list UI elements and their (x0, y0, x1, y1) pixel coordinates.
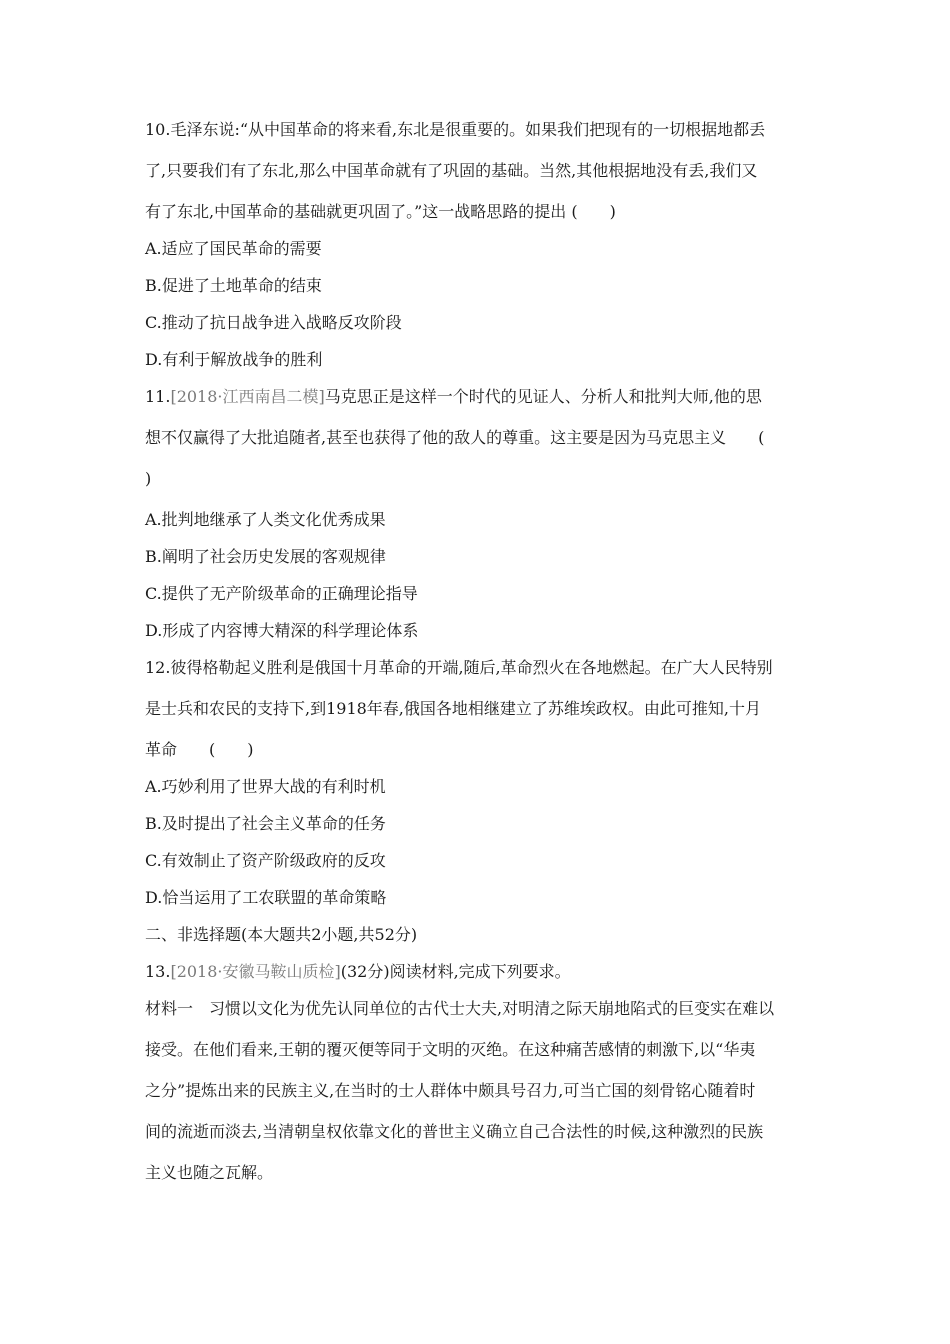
question-10-line-3: 有了东北,中国革命的基础就更巩固了。”这一战略思路的提出 ( ) (145, 202, 616, 221)
material-1-line-4: 间的流逝而淡去,当清朝皇权依靠文化的普世主义确立自己合法性的时候,这种激烈的民族 (145, 1122, 764, 1141)
question-12-option-d: D.恰当运用了工农联盟的革命策略 (145, 888, 387, 907)
question-11-line-2: 想不仅赢得了大批追随者,甚至也获得了他的敌人的尊重。这主要是因为马克思主义 ( (145, 428, 765, 447)
question-11-option-a: A.批判地继承了人类文化优秀成果 (145, 510, 386, 529)
question-11-line-1 (145, 387, 815, 407)
question-10-option-b: B.促进了土地革命的结束 (145, 276, 322, 295)
material-1-line-5: 主义也随之瓦解。 (145, 1163, 274, 1182)
question-11-number: 11. (145, 387, 171, 406)
material-1-line-1: 材料一 习惯以文化为优先认同单位的古代士大夫,对明清之际天崩地陷式的巨变实在难以 (145, 999, 775, 1018)
question-13-source: [2018·安徽马鞍山质检] (170, 962, 341, 981)
question-12-option-c: C.有效制止了资产阶级政府的反攻 (145, 851, 386, 870)
question-10-line-1: 10.毛泽东说:“从中国革命的将来看,东北是很重要的。如果我们把现有的一切根据地都丢 (145, 120, 766, 139)
question-10-option-c: C.推动了抗日战争进入战略反攻阶段 (145, 313, 402, 332)
question-12-line-3: 革命 ( ) (145, 740, 254, 759)
question-12-line-2: 是士兵和农民的支持下,到1918年春,俄国各地相继建立了苏维埃政权。由此可推知,十月 (145, 699, 761, 718)
question-11-option-b: B.阐明了社会历史发展的客观规律 (145, 547, 386, 566)
question-12-option-a: A.巧妙利用了世界大战的有利时机 (145, 777, 386, 796)
question-10 (145, 120, 815, 370)
question-11-line-3: ) (145, 469, 152, 488)
question-10-line-2: 了,只要我们有了东北,那么中国革命就有了巩固的基础。当然,其他根据地没有丢,我们又 (145, 161, 758, 180)
question-13-line-1 (145, 962, 815, 982)
question-11-source: [2018·江西南昌二模] (170, 387, 325, 406)
question-11-line-1-text: 马克思正是这样一个时代的见证人、分析人和批判大师,他的思 (324, 387, 762, 406)
question-12-option-b: B.及时提出了社会主义革命的任务 (145, 814, 386, 833)
question-11 (145, 387, 815, 641)
question-11-option-d: D.形成了内容博大精深的科学理论体系 (145, 621, 419, 640)
material-1-line-3: 之分”提炼出来的民族主义,在当时的士人群体中颇具号召力,可当亡国的刻骨铭心随着时 (145, 1081, 756, 1100)
material-1-line-2: 接受。在他们看来,王朝的覆灭便等同于文明的灭绝。在这种痛苦感情的刺激下,以“华夷 (145, 1040, 756, 1059)
question-13 (145, 962, 815, 1183)
question-12-line-1: 12.彼得格勒起义胜利是俄国十月革命的开端,随后,革命烈火在各地燃起。在广大人民特别 (145, 658, 773, 677)
question-13-line-1-text: (32分)阅读材料,完成下列要求。 (340, 962, 571, 981)
section-2-heading: 二、非选择题(本大题共2小题,共52分) (145, 925, 418, 944)
question-10-option-d: D.有利于解放战争的胜利 (145, 350, 323, 369)
question-12 (145, 658, 815, 908)
document-page (145, 120, 815, 1204)
question-11-option-c: C.提供了无产阶级革命的正确理论指导 (145, 584, 418, 603)
question-10-option-a: A.适应了国民革命的需要 (145, 239, 322, 258)
question-13-number: 13. (145, 962, 171, 981)
